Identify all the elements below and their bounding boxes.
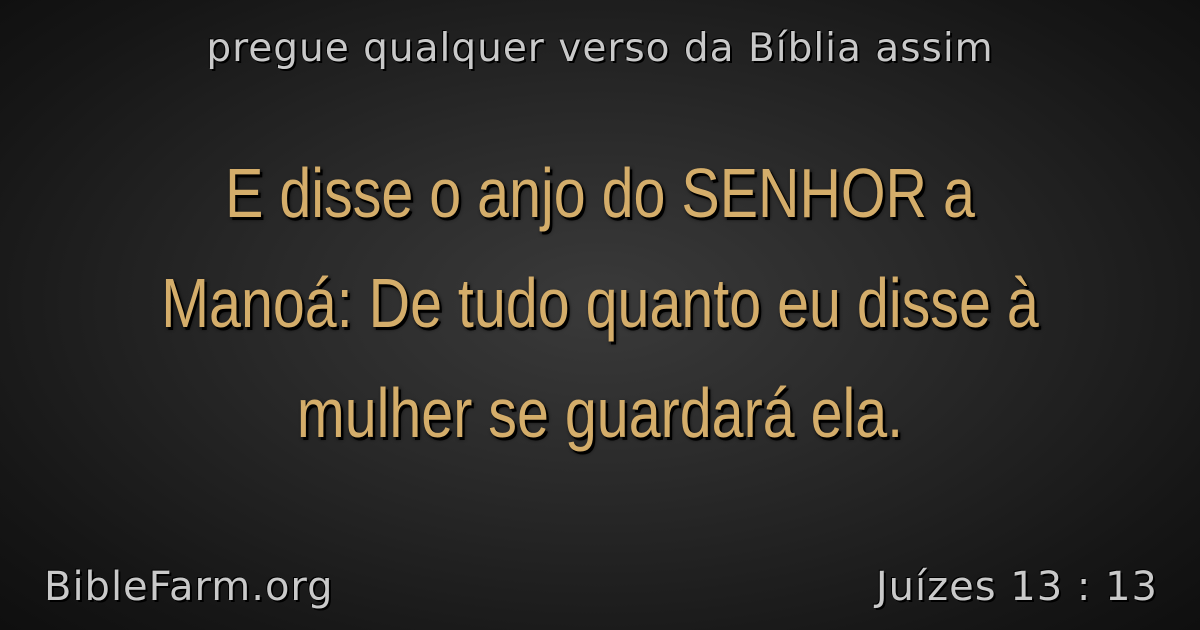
site-name: BibleFarm.org: [44, 564, 334, 610]
tagline: pregue qualquer verso da Bíblia assim: [206, 26, 994, 71]
verse-reference: Juízes 13 : 13: [875, 564, 1158, 610]
verse-text: E disse o anjo do SENHOR a Manoá: De tudo quanto eu disse à mulher se guardará ela.: [161, 154, 1039, 452]
